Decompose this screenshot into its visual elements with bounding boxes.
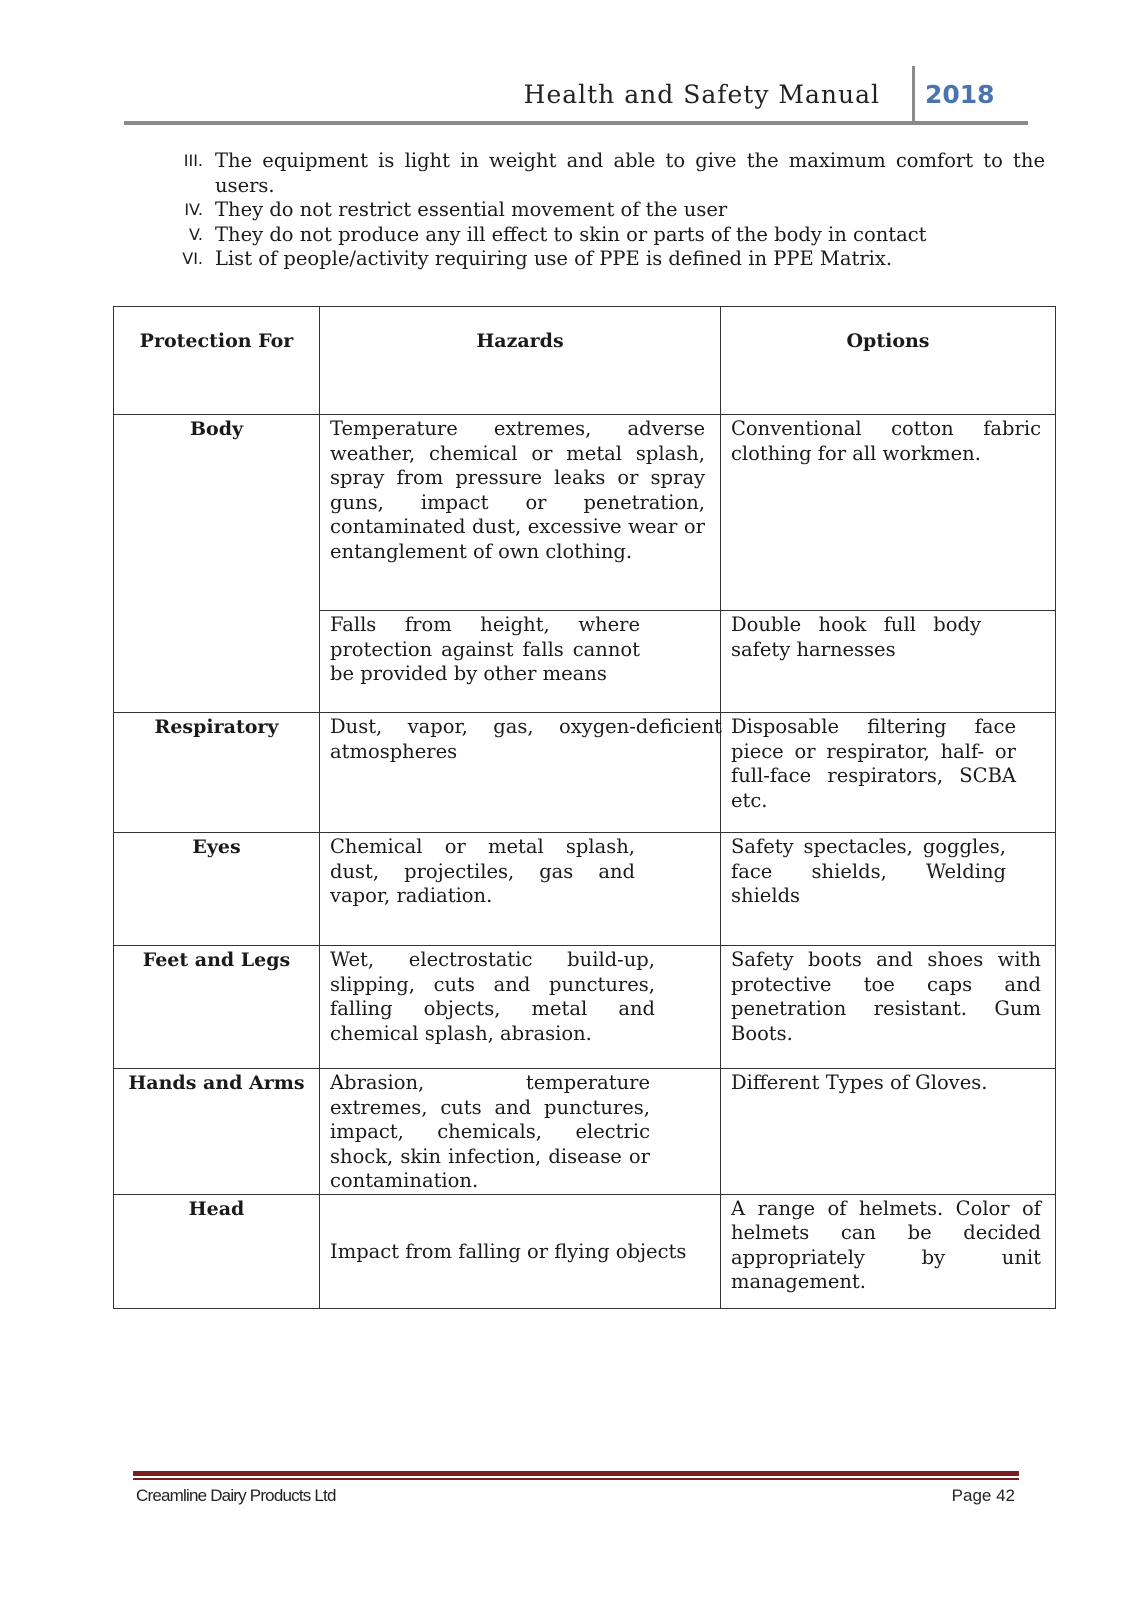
option-cell	[721, 833, 1056, 946]
option-text: Safety spectacles, goggles, face shields, Welding shields	[731, 835, 1006, 907]
header-title: Health and Safety Manual	[523, 80, 880, 109]
option-text: Disposable filtering face piece or respirator, half- or full-face respirators, SCBA etc.	[731, 715, 1016, 812]
header-protection: Protection For	[114, 307, 320, 415]
hazard-text: Wet, electrostatic build-up, slipping, cuts and punctures, falling objects, metal and chemical splash, abrasion.	[330, 948, 655, 1045]
list-number: III.	[183, 151, 203, 170]
list-item	[165, 247, 1045, 272]
header-options: Options	[721, 307, 1056, 415]
protection-cell: Feet and Legs	[114, 946, 320, 1069]
hazard-text: Temperature extremes, adverse weather, chemical or metal splash, spray from pressure leaks or spray guns, impact or penetration, contaminated dust, excessive wear or entanglement of own clothing.	[330, 417, 705, 563]
footer-rule	[133, 1471, 1019, 1476]
header-rule	[124, 121, 1028, 125]
protection-cell: Eyes	[114, 833, 320, 946]
header-hazards: Hazards	[320, 307, 721, 415]
hazard-text: Abrasion, temperature extremes, cuts and punctures, impact, chemicals, electric shock, skin infection, disease or contamination.	[330, 1071, 650, 1192]
list-text: List of people/activity requiring use of PPE is defined in PPE Matrix.	[215, 247, 893, 270]
list-number: IV.	[184, 200, 203, 219]
footer-rule	[133, 1478, 1019, 1480]
list-item	[165, 198, 1045, 223]
table-header-row	[114, 307, 1056, 415]
protection-cell: Hands and Arms	[114, 1069, 320, 1195]
option-text: Double hook full body safety harnesses	[731, 613, 981, 661]
list-number: V.	[189, 224, 203, 244]
hazard-cell	[320, 611, 721, 713]
list-text: They do not restrict essential movement of the user	[215, 198, 728, 221]
hazard-cell	[320, 415, 721, 611]
option-cell	[721, 1069, 1056, 1195]
hazard-cell	[320, 713, 721, 833]
hazard-cell	[320, 1069, 721, 1195]
list-item	[165, 223, 1045, 248]
hazard-text: Impact from falling or flying objects	[330, 1239, 687, 1263]
option-text: Safety boots and shoes with protective toe caps and penetration resistant. Gum Boots.	[731, 948, 1041, 1045]
protection-cell: Head	[114, 1194, 320, 1308]
option-cell	[721, 1194, 1056, 1308]
table-row	[114, 713, 1056, 833]
list-number: VI.	[182, 249, 203, 268]
hazard-text: Falls from height, where protection against falls cannot be provided by other means	[330, 613, 640, 685]
header-year: 2018	[925, 80, 995, 109]
header-divider	[912, 66, 915, 124]
hazard-cell	[320, 1194, 721, 1308]
option-cell	[721, 946, 1056, 1069]
list-text: The equipment is light in weight and able to give the maximum comfort to the users.	[215, 149, 1045, 197]
hazard-cell	[320, 946, 721, 1069]
table-row	[114, 946, 1056, 1069]
option-cell	[721, 713, 1056, 833]
protection-cell: Body	[114, 415, 320, 713]
list-text: They do not produce any ill effect to skin or parts of the body in contact	[215, 222, 927, 246]
table-row	[114, 1194, 1056, 1308]
table-row	[114, 1069, 1056, 1195]
list-item	[165, 149, 1045, 198]
protection-cell: Respiratory	[114, 713, 320, 833]
hazard-cell	[320, 833, 721, 946]
footer-page-number: Page 42	[951, 1486, 1015, 1505]
option-cell	[721, 415, 1056, 611]
hazard-text: Dust, vapor, gas, oxygen-deficient atmospheres	[330, 715, 722, 763]
option-cell	[721, 611, 1056, 713]
option-text: A range of helmets. Color of helmets can be decided appropriately by unit management.	[731, 1196, 1041, 1293]
hazard-text: Chemical or metal splash, dust, projectiles, gas and vapor, radiation.	[330, 835, 635, 907]
table-row	[114, 415, 1056, 611]
footer-company: Creamline Dairy Products Ltd	[136, 1486, 336, 1505]
table-row	[114, 833, 1056, 946]
ppe-table	[113, 306, 1056, 1309]
requirements-list	[165, 149, 1045, 272]
option-text: Different Types of Gloves.	[731, 1071, 988, 1094]
option-text: Conventional cotton fabric clothing for all workmen.	[731, 417, 1041, 465]
